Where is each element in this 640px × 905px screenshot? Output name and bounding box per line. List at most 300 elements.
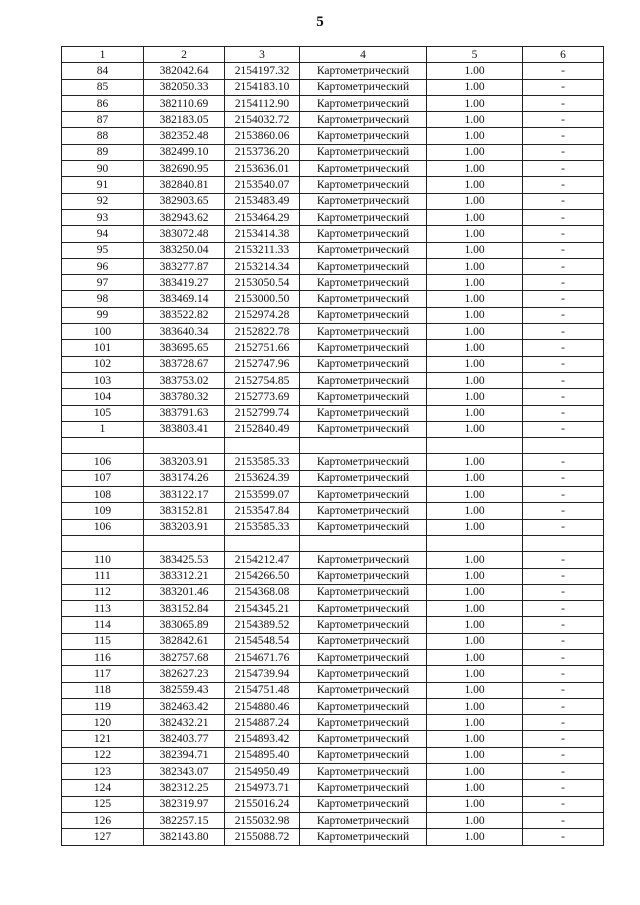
table-row <box>62 568 604 584</box>
method-cell: Картометрический <box>300 764 427 780</box>
y-coordinate-cell: 2152773.69 <box>225 389 300 405</box>
y-coordinate-cell: 2153214.34 <box>225 258 300 274</box>
method-cell: Картометрический <box>300 389 427 405</box>
point-number-cell: 105 <box>62 405 144 421</box>
description-cell: - <box>523 389 604 405</box>
point-number-cell: 101 <box>62 340 144 356</box>
accuracy-cell: 1.00 <box>427 764 523 780</box>
header-cell-3: 3 <box>225 47 300 63</box>
y-coordinate-cell: 2153464.29 <box>225 209 300 225</box>
y-coordinate-cell: 2153050.54 <box>225 275 300 291</box>
description-cell: - <box>523 470 604 486</box>
table-row <box>62 258 604 274</box>
empty-cell <box>523 535 604 551</box>
x-coordinate-cell: 383469.14 <box>144 291 225 307</box>
point-number-cell: 104 <box>62 389 144 405</box>
y-coordinate-cell: 2154266.50 <box>225 568 300 584</box>
x-coordinate-cell: 382110.69 <box>144 95 225 111</box>
y-coordinate-cell: 2154548.54 <box>225 633 300 649</box>
table-row <box>62 209 604 225</box>
x-coordinate-cell: 383425.53 <box>144 552 225 568</box>
x-coordinate-cell: 382257.15 <box>144 812 225 828</box>
accuracy-cell: 1.00 <box>427 421 523 437</box>
table-row <box>62 633 604 649</box>
point-number-cell: 90 <box>62 161 144 177</box>
accuracy-cell: 1.00 <box>427 79 523 95</box>
x-coordinate-cell: 382757.68 <box>144 649 225 665</box>
description-cell: - <box>523 307 604 323</box>
accuracy-cell: 1.00 <box>427 715 523 731</box>
method-cell: Картометрический <box>300 552 427 568</box>
description-cell: - <box>523 291 604 307</box>
point-number-cell: 118 <box>62 682 144 698</box>
y-coordinate-cell: 2155088.72 <box>225 829 300 845</box>
description-cell: - <box>523 324 604 340</box>
description-cell: - <box>523 454 604 470</box>
point-number-cell: 127 <box>62 829 144 845</box>
method-cell: Картометрический <box>300 454 427 470</box>
table-row <box>62 161 604 177</box>
description-cell: - <box>523 780 604 796</box>
table-row <box>62 356 604 372</box>
accuracy-cell: 1.00 <box>427 128 523 144</box>
y-coordinate-cell: 2154751.48 <box>225 682 300 698</box>
x-coordinate-cell: 383728.67 <box>144 356 225 372</box>
description-cell: - <box>523 372 604 388</box>
description-cell: - <box>523 340 604 356</box>
description-cell: - <box>523 63 604 79</box>
y-coordinate-cell: 2154197.32 <box>225 63 300 79</box>
method-cell: Картометрический <box>300 128 427 144</box>
table-row <box>62 487 604 503</box>
table-row <box>62 666 604 682</box>
description-cell: - <box>523 161 604 177</box>
table-row <box>62 372 604 388</box>
y-coordinate-cell: 2153636.01 <box>225 161 300 177</box>
point-number-cell: 121 <box>62 731 144 747</box>
description-cell: - <box>523 275 604 291</box>
table-row <box>62 275 604 291</box>
x-coordinate-cell: 382183.05 <box>144 112 225 128</box>
point-number-cell: 93 <box>62 209 144 225</box>
accuracy-cell: 1.00 <box>427 519 523 535</box>
description-cell: - <box>523 128 604 144</box>
description-cell: - <box>523 764 604 780</box>
method-cell: Картометрический <box>300 258 427 274</box>
accuracy-cell: 1.00 <box>427 356 523 372</box>
accuracy-cell: 1.00 <box>427 682 523 698</box>
table-row <box>62 731 604 747</box>
x-coordinate-cell: 383640.34 <box>144 324 225 340</box>
point-number-cell: 123 <box>62 764 144 780</box>
x-coordinate-cell: 383791.63 <box>144 405 225 421</box>
method-cell: Картометрический <box>300 324 427 340</box>
y-coordinate-cell: 2152799.74 <box>225 405 300 421</box>
table-row <box>62 193 604 209</box>
point-number-cell: 114 <box>62 617 144 633</box>
x-coordinate-cell: 383277.87 <box>144 258 225 274</box>
x-coordinate-cell: 382463.42 <box>144 698 225 714</box>
table-row <box>62 584 604 600</box>
point-number-cell: 117 <box>62 666 144 682</box>
description-cell: - <box>523 144 604 160</box>
accuracy-cell: 1.00 <box>427 307 523 323</box>
description-cell: - <box>523 812 604 828</box>
table-row <box>62 796 604 812</box>
method-cell: Картометрический <box>300 144 427 160</box>
table-row <box>62 128 604 144</box>
table-row <box>62 389 604 405</box>
x-coordinate-cell: 383695.65 <box>144 340 225 356</box>
y-coordinate-cell: 2153599.07 <box>225 487 300 503</box>
point-number-cell: 89 <box>62 144 144 160</box>
y-coordinate-cell: 2153585.33 <box>225 519 300 535</box>
y-coordinate-cell: 2154183.10 <box>225 79 300 95</box>
x-coordinate-cell: 382903.65 <box>144 193 225 209</box>
table-row <box>62 470 604 486</box>
accuracy-cell: 1.00 <box>427 698 523 714</box>
y-coordinate-cell: 2153000.50 <box>225 291 300 307</box>
x-coordinate-cell: 383250.04 <box>144 242 225 258</box>
y-coordinate-cell: 2153540.07 <box>225 177 300 193</box>
x-coordinate-cell: 383152.84 <box>144 601 225 617</box>
accuracy-cell: 1.00 <box>427 796 523 812</box>
description-cell: - <box>523 193 604 209</box>
table-row <box>62 601 604 617</box>
point-number-cell: 100 <box>62 324 144 340</box>
separator-row <box>62 535 604 551</box>
description-cell: - <box>523 601 604 617</box>
y-coordinate-cell: 2154368.08 <box>225 584 300 600</box>
table-header <box>62 47 604 63</box>
x-coordinate-cell: 383203.91 <box>144 454 225 470</box>
accuracy-cell: 1.00 <box>427 731 523 747</box>
accuracy-cell: 1.00 <box>427 405 523 421</box>
method-cell: Картометрический <box>300 715 427 731</box>
accuracy-cell: 1.00 <box>427 633 523 649</box>
accuracy-cell: 1.00 <box>427 291 523 307</box>
description-cell: - <box>523 552 604 568</box>
point-number-cell: 120 <box>62 715 144 731</box>
description-cell: - <box>523 258 604 274</box>
y-coordinate-cell: 2154389.52 <box>225 617 300 633</box>
point-number-cell: 98 <box>62 291 144 307</box>
description-cell: - <box>523 226 604 242</box>
y-coordinate-cell: 2153624.39 <box>225 470 300 486</box>
method-cell: Картометрический <box>300 812 427 828</box>
y-coordinate-cell: 2153483.49 <box>225 193 300 209</box>
table-row <box>62 649 604 665</box>
x-coordinate-cell: 382319.97 <box>144 796 225 812</box>
x-coordinate-cell: 382432.21 <box>144 715 225 731</box>
point-number-cell: 119 <box>62 698 144 714</box>
empty-cell <box>523 438 604 454</box>
description-cell: - <box>523 633 604 649</box>
method-cell: Картометрический <box>300 209 427 225</box>
table-row <box>62 829 604 845</box>
table-row <box>62 95 604 111</box>
method-cell: Картометрический <box>300 161 427 177</box>
method-cell: Картометрический <box>300 79 427 95</box>
accuracy-cell: 1.00 <box>427 275 523 291</box>
point-number-cell: 96 <box>62 258 144 274</box>
description-cell: - <box>523 503 604 519</box>
method-cell: Картометрический <box>300 340 427 356</box>
table-row <box>62 812 604 828</box>
table-row <box>62 405 604 421</box>
table-row <box>62 715 604 731</box>
table-row <box>62 747 604 763</box>
table-row <box>62 421 604 437</box>
method-cell: Картометрический <box>300 405 427 421</box>
description-cell: - <box>523 421 604 437</box>
empty-cell <box>300 438 427 454</box>
accuracy-cell: 1.00 <box>427 747 523 763</box>
x-coordinate-cell: 382690.95 <box>144 161 225 177</box>
table-row <box>62 242 604 258</box>
accuracy-cell: 1.00 <box>427 177 523 193</box>
y-coordinate-cell: 2154880.46 <box>225 698 300 714</box>
point-number-cell: 125 <box>62 796 144 812</box>
method-cell: Картометрический <box>300 503 427 519</box>
point-number-cell: 91 <box>62 177 144 193</box>
point-number-cell: 88 <box>62 128 144 144</box>
x-coordinate-cell: 383122.17 <box>144 487 225 503</box>
empty-cell <box>427 438 523 454</box>
header-cell-4: 4 <box>300 47 427 63</box>
table-row <box>62 454 604 470</box>
table-row <box>62 764 604 780</box>
description-cell: - <box>523 487 604 503</box>
method-cell: Картометрический <box>300 666 427 682</box>
y-coordinate-cell: 2153736.20 <box>225 144 300 160</box>
method-cell: Картометрический <box>300 796 427 812</box>
description-cell: - <box>523 519 604 535</box>
y-coordinate-cell: 2154112.90 <box>225 95 300 111</box>
accuracy-cell: 1.00 <box>427 340 523 356</box>
x-coordinate-cell: 383803.41 <box>144 421 225 437</box>
header-cell-5: 5 <box>427 47 523 63</box>
table-row <box>62 226 604 242</box>
point-number-cell: 116 <box>62 649 144 665</box>
accuracy-cell: 1.00 <box>427 161 523 177</box>
accuracy-cell: 1.00 <box>427 617 523 633</box>
table-row <box>62 340 604 356</box>
accuracy-cell: 1.00 <box>427 568 523 584</box>
point-number-cell: 95 <box>62 242 144 258</box>
x-coordinate-cell: 382343.07 <box>144 764 225 780</box>
y-coordinate-cell: 2153860.06 <box>225 128 300 144</box>
accuracy-cell: 1.00 <box>427 454 523 470</box>
point-number-cell: 109 <box>62 503 144 519</box>
accuracy-cell: 1.00 <box>427 470 523 486</box>
accuracy-cell: 1.00 <box>427 584 523 600</box>
table-row <box>62 144 604 160</box>
x-coordinate-cell: 382042.64 <box>144 63 225 79</box>
point-number-cell: 106 <box>62 454 144 470</box>
table-row <box>62 307 604 323</box>
accuracy-cell: 1.00 <box>427 487 523 503</box>
point-number-cell: 111 <box>62 568 144 584</box>
empty-cell <box>300 535 427 551</box>
accuracy-cell: 1.00 <box>427 389 523 405</box>
method-cell: Картометрический <box>300 519 427 535</box>
description-cell: - <box>523 731 604 747</box>
y-coordinate-cell: 2155016.24 <box>225 796 300 812</box>
method-cell: Картометрический <box>300 95 427 111</box>
y-coordinate-cell: 2152822.78 <box>225 324 300 340</box>
accuracy-cell: 1.00 <box>427 112 523 128</box>
method-cell: Картометрический <box>300 242 427 258</box>
description-cell: - <box>523 649 604 665</box>
y-coordinate-cell: 2153414.38 <box>225 226 300 242</box>
description-cell: - <box>523 666 604 682</box>
y-coordinate-cell: 2152840.49 <box>225 421 300 437</box>
x-coordinate-cell: 382143.80 <box>144 829 225 845</box>
empty-cell <box>144 535 225 551</box>
method-cell: Картометрический <box>300 372 427 388</box>
table-row <box>62 324 604 340</box>
description-cell: - <box>523 829 604 845</box>
point-number-cell: 97 <box>62 275 144 291</box>
x-coordinate-cell: 383152.81 <box>144 503 225 519</box>
table-row <box>62 617 604 633</box>
x-coordinate-cell: 382943.62 <box>144 209 225 225</box>
x-coordinate-cell: 382352.48 <box>144 128 225 144</box>
header-cell-2: 2 <box>144 47 225 63</box>
method-cell: Картометрический <box>300 649 427 665</box>
empty-cell <box>225 438 300 454</box>
description-cell: - <box>523 242 604 258</box>
method-cell: Картометрический <box>300 177 427 193</box>
x-coordinate-cell: 383065.89 <box>144 617 225 633</box>
method-cell: Картометрический <box>300 601 427 617</box>
method-cell: Картометрический <box>300 275 427 291</box>
accuracy-cell: 1.00 <box>427 601 523 617</box>
method-cell: Картометрический <box>300 63 427 79</box>
table-row <box>62 519 604 535</box>
method-cell: Картометрический <box>300 226 427 242</box>
header-cell-1: 1 <box>62 47 144 63</box>
x-coordinate-cell: 383419.27 <box>144 275 225 291</box>
description-cell: - <box>523 698 604 714</box>
description-cell: - <box>523 715 604 731</box>
method-cell: Картометрический <box>300 487 427 503</box>
description-cell: - <box>523 584 604 600</box>
accuracy-cell: 1.00 <box>427 503 523 519</box>
x-coordinate-cell: 382050.33 <box>144 79 225 95</box>
accuracy-cell: 1.00 <box>427 209 523 225</box>
accuracy-cell: 1.00 <box>427 649 523 665</box>
accuracy-cell: 1.00 <box>427 324 523 340</box>
description-cell: - <box>523 405 604 421</box>
point-number-cell: 122 <box>62 747 144 763</box>
point-number-cell: 103 <box>62 372 144 388</box>
accuracy-cell: 1.00 <box>427 666 523 682</box>
point-number-cell: 1 <box>62 421 144 437</box>
y-coordinate-cell: 2155032.98 <box>225 812 300 828</box>
method-cell: Картометрический <box>300 633 427 649</box>
point-number-cell: 102 <box>62 356 144 372</box>
accuracy-cell: 1.00 <box>427 552 523 568</box>
y-coordinate-cell: 2154212.47 <box>225 552 300 568</box>
method-cell: Картометрический <box>300 193 427 209</box>
point-number-cell: 85 <box>62 79 144 95</box>
y-coordinate-cell: 2154345.21 <box>225 601 300 617</box>
description-cell: - <box>523 209 604 225</box>
description-cell: - <box>523 747 604 763</box>
accuracy-cell: 1.00 <box>427 63 523 79</box>
description-cell: - <box>523 356 604 372</box>
table-row <box>62 177 604 193</box>
point-number-cell: 107 <box>62 470 144 486</box>
y-coordinate-cell: 2152751.66 <box>225 340 300 356</box>
x-coordinate-cell: 382499.10 <box>144 144 225 160</box>
y-coordinate-cell: 2154950.49 <box>225 764 300 780</box>
y-coordinate-cell: 2152974.28 <box>225 307 300 323</box>
description-cell: - <box>523 112 604 128</box>
method-cell: Картометрический <box>300 112 427 128</box>
method-cell: Картометрический <box>300 421 427 437</box>
point-number-cell: 124 <box>62 780 144 796</box>
x-coordinate-cell: 382559.43 <box>144 682 225 698</box>
y-coordinate-cell: 2153547.84 <box>225 503 300 519</box>
point-number-cell: 84 <box>62 63 144 79</box>
accuracy-cell: 1.00 <box>427 812 523 828</box>
y-coordinate-cell: 2152747.96 <box>225 356 300 372</box>
y-coordinate-cell: 2152754.85 <box>225 372 300 388</box>
accuracy-cell: 1.00 <box>427 95 523 111</box>
x-coordinate-cell: 382842.61 <box>144 633 225 649</box>
separator-row <box>62 438 604 454</box>
y-coordinate-cell: 2154893.42 <box>225 731 300 747</box>
description-cell: - <box>523 177 604 193</box>
accuracy-cell: 1.00 <box>427 193 523 209</box>
y-coordinate-cell: 2154887.24 <box>225 715 300 731</box>
point-number-cell: 110 <box>62 552 144 568</box>
empty-cell <box>62 438 144 454</box>
table-row <box>62 552 604 568</box>
x-coordinate-cell: 383174.26 <box>144 470 225 486</box>
x-coordinate-cell: 383780.32 <box>144 389 225 405</box>
empty-cell <box>427 535 523 551</box>
description-cell: - <box>523 95 604 111</box>
point-number-cell: 112 <box>62 584 144 600</box>
description-cell: - <box>523 568 604 584</box>
description-cell: - <box>523 682 604 698</box>
table-body <box>62 63 604 845</box>
y-coordinate-cell: 2154973.71 <box>225 780 300 796</box>
x-coordinate-cell: 383072.48 <box>144 226 225 242</box>
method-cell: Картометрический <box>300 568 427 584</box>
table-row <box>62 503 604 519</box>
page-number: 5 <box>316 14 324 30</box>
header-row <box>62 47 604 63</box>
x-coordinate-cell: 383203.91 <box>144 519 225 535</box>
y-coordinate-cell: 2154895.40 <box>225 747 300 763</box>
accuracy-cell: 1.00 <box>427 258 523 274</box>
method-cell: Картометрический <box>300 470 427 486</box>
x-coordinate-cell: 383201.46 <box>144 584 225 600</box>
table-row <box>62 112 604 128</box>
method-cell: Картометрический <box>300 780 427 796</box>
y-coordinate-cell: 2153585.33 <box>225 454 300 470</box>
method-cell: Картометрический <box>300 731 427 747</box>
accuracy-cell: 1.00 <box>427 144 523 160</box>
method-cell: Картометрический <box>300 829 427 845</box>
method-cell: Картометрический <box>300 747 427 763</box>
description-cell: - <box>523 79 604 95</box>
